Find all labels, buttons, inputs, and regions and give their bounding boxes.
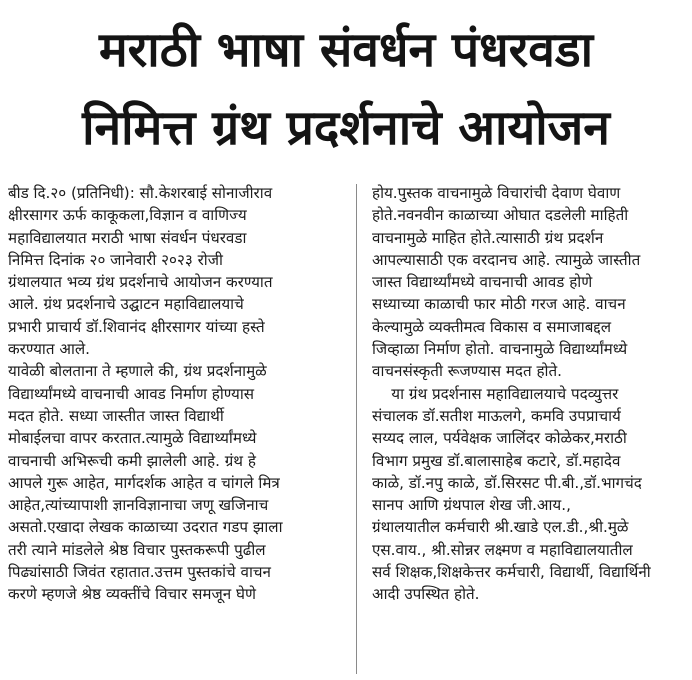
article-line: सानप आणि ग्रंथपाल शेख जी.आय., [372,496,571,515]
article-right-column [372,182,684,606]
article-line: एस.वाय., श्री.सोन्नर लक्ष्मण व महाविद्यालयातील [372,540,633,559]
article-line: क्षीरसागर ऊर्फ काकूकला,विज्ञान व वाणिज्य [8,206,247,225]
article-line: आपले गुरू आहेत, मार्गदर्शक आहेत व चांगले मित्र [8,473,280,492]
article-line: आहेत,त्यांच्यापाशी ज्ञानविज्ञानाचा जणू खजिनाच [8,496,269,515]
article-line: होते.नवनवीन काळाच्या ओघात दडलेली माहिती [372,206,629,225]
article-line: आले. ग्रंथ प्रदर्शनाचे उद्घाटन महाविद्यालयाचे [8,295,244,314]
article-line: जास्त विद्यार्थ्यांमध्ये वाचनाची आवड होणे [372,273,593,292]
article-line: आदी उपस्थित होते. [372,585,480,604]
article-line: महाविद्यालयात मराठी भाषा संवर्धन पंधरवडा [8,228,247,247]
article-line: करणे म्हणजे श्रेष्ठ व्यक्तींचे विचार समजून घेणे [8,585,256,604]
article-line: सध्याच्या काळाची फार मोठी गरज आहे. वाचन [372,295,626,314]
article-line: असतो.एखादा लेखक काळाच्या उदरात गडप झाला [8,518,283,537]
article-line: काळे, डॉ.नपु काळे, डॉ.सिरसट पी.बी.,डॉ.भागचंद [372,473,642,492]
article-line: मोबाईलचा वापर करतात.त्यामुळे विद्यार्थ्यांमध्ये [8,429,257,448]
article-line: प्रभारी प्राचार्य डॉ.शिवानंद क्षीरसागर यांच्या हस्ते [8,317,265,336]
article-line: पिढ्यांसाठी जिवंत रहातात.उत्तम पुस्तकांचे वाचन [8,563,271,582]
article-line: संचालक डॉ.सतीश माऊलगे, कमवि उपप्राचार्य [372,406,621,425]
article-line: निमित्त दिनांक २० जानेवारी २०२३ रोजी [8,250,223,269]
article-line: वाचनामुळे माहित होते.त्यासाठी ग्रंथ प्रदर्शन [372,228,604,247]
article-line: वाचनाची अभिरूची कमी झालेली आहे. ग्रंथ हे [8,451,256,470]
article-line: वाचनसंस्कृती रूजण्यास मदत होते. [372,362,562,381]
article-line: सय्यद लाल, पर्यवेक्षक जालिंदर कोळेकर,मराठी [372,429,627,448]
article-line: सर्व शिक्षक,शिक्षकेत्तर कर्मचारी, विद्यार्थी, विद्यार्थिनी [372,563,651,582]
article-line: आपल्यासाठी एक वरदानच आहे. त्यामुळे जास्तीत [372,250,641,269]
headline-line-2: निमित्त ग्रंथ प्रदर्शनाचे आयोजन [82,100,610,156]
article-line: तरी त्याने मांडलेले श्रेष्ठ विचार पुस्तकरूपी पुढील [8,540,266,559]
article-line: जिव्हाळा निर्माण होतो. वाचनामुळे विद्यार्थ्यांमध्ये [372,340,628,359]
article-line: विभाग प्रमुख डॉ.बालासाहेब कटारे, डॉ.महादेव [372,451,621,470]
article-line: यावेळी बोलताना ते म्हणाले की, ग्रंथ प्रदर्शनामुळे [8,362,267,381]
article-line: होय.पुस्तक वाचनामुळे विचारांची देवाण घेवाण [372,184,621,202]
article-left-column [8,182,343,606]
article-line: या ग्रंथ प्रदर्शनास महाविद्यालयाचे पदव्युत्तर [372,384,619,403]
article-line: मदत होते. सध्या जास्तीत जास्त विद्यार्थी [8,406,224,425]
article-line: करण्यात आले. [8,340,90,359]
headline-line-1: मराठी भाषा संवर्धन पंधरवडा [98,22,594,78]
article-line: केल्यामुळे व्यक्तीमत्व विकास व समाजाबद्दल [372,317,612,336]
article-line: बीड दि.२० (प्रतिनिधी): सौ.केशरबाई सोनाजीराव [8,184,273,202]
article-line: विद्यार्थ्यांमध्ये वाचनाची आवड निर्माण होण्यास [8,384,255,403]
column-divider [356,184,357,674]
article-line: ग्रंथालयातील कर्मचारी श्री.खाडे एल.डी.,श्री.मुळे [372,518,629,537]
article-line: ग्रंथालयात भव्य ग्रंथ प्रदर्शनाचे आयोजन करण्यात [8,273,273,292]
